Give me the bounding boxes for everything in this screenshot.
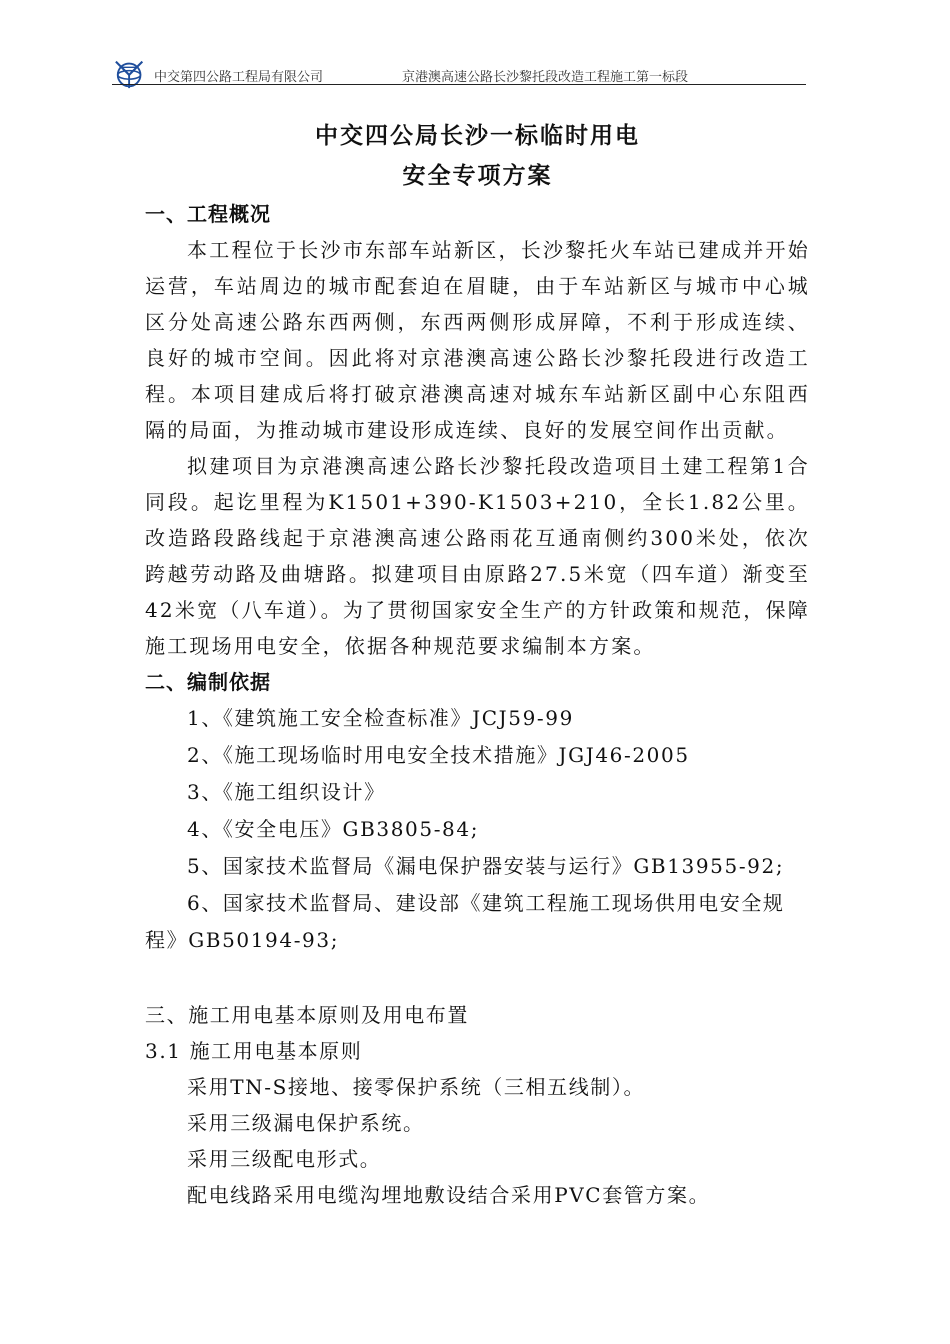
section3-subheading: 3.1 施工用电基本原则: [145, 1039, 363, 1063]
document-body: [145, 116, 810, 1213]
principle-line: 采用三级配电形式。: [187, 1147, 382, 1171]
reference-item: 3、《施工组织设计》: [187, 780, 386, 804]
company-name: 中交第四公路工程局有限公司: [154, 70, 324, 85]
section2-heading: 二、编制依据: [145, 670, 271, 694]
document-title-line1: 中交四公局长沙一标临时用电: [315, 123, 640, 149]
principle-line: 采用三级漏电保护系统。: [187, 1111, 425, 1135]
section3-heading: 三、施工用电基本原则及用电布置: [145, 1003, 469, 1027]
reference-item: 6、国家技术监督局、建设部《建筑工程施工现场供用电安全规程》GB50194-93;: [145, 891, 785, 952]
reference-item: 5、国家技术监督局《漏电保护器安装与运行》GB13955-92;: [187, 854, 785, 878]
project-name: 京港澳高速公路长沙黎托段改造工程施工第一标段: [402, 70, 689, 85]
principle-line: 采用TN-S接地、接零保护系统（三相五线制）。: [187, 1075, 646, 1099]
header-divider: [112, 84, 806, 85]
document-title-line2: 安全专项方案: [402, 163, 553, 189]
principle-line: 配电线路采用电缆沟埋地敷设结合采用PVC套管方案。: [187, 1183, 711, 1207]
section1-paragraph-1: 本工程位于长沙市东部车站新区，长沙黎托火车站已建成并开始运营，车站周边的城市配套迫在眉睫，由于车站新区与城市中心城区分处高速公路东西两侧，东西两侧形成屏障，不利于形成连续、良好的城市空间。因此将对京港澳高速公路长沙黎托段进行改造工程。本项目建成后将打破京港澳高速对城东车站新区副中心东阻西隔的局面，为推动城市建设形成连续、良好的发展空间作出贡献。: [145, 238, 810, 442]
page-header: [112, 54, 806, 88]
reference-item: 1、《建筑施工安全检查标准》JCJ59-99: [187, 706, 574, 730]
section1-heading: 一、工程概况: [145, 202, 271, 226]
reference-item: 2、《施工现场临时用电安全技术措施》JGJ46-2005: [187, 743, 690, 767]
section1-paragraph-2: 拟建项目为京港澳高速公路长沙黎托段改造项目土建工程第1合同段。起讫里程为K1501+390-K1503+210，全长1.82公里。改造路段路线起于京港澳高速公路雨花互通南侧约300米处，依次跨越劳动路及曲塘路。拟建项目由原路27.5米宽（四车道）渐变至42米宽（八车道）。为了贯彻国家安全生产的方针政策和规范，保障施工现场用电安全，依据各种规范要求编制本方案。: [145, 454, 810, 658]
reference-item: 4、《安全电压》GB3805-84;: [187, 817, 480, 841]
